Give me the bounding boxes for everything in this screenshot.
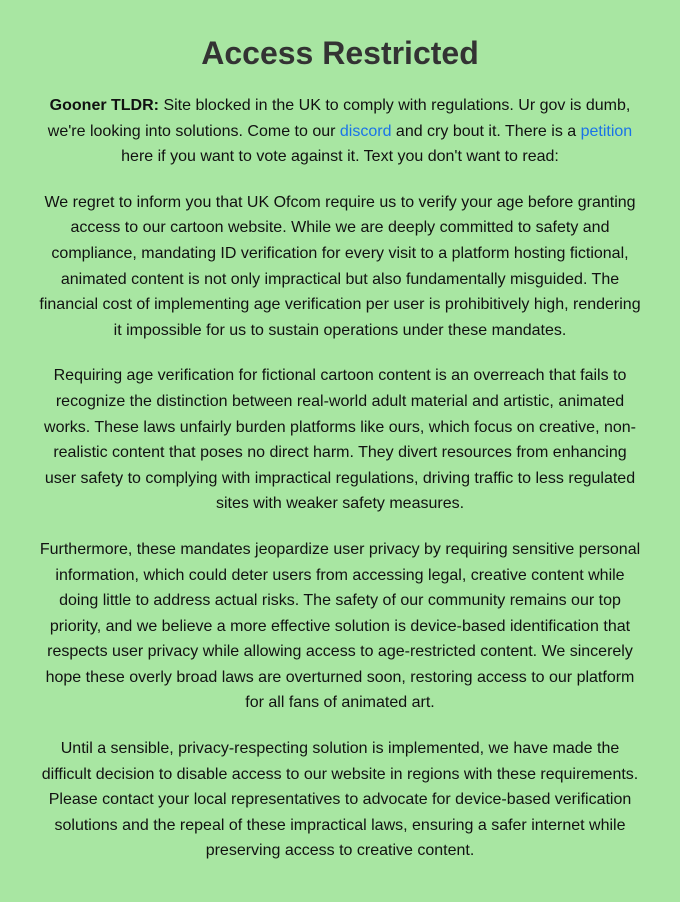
petition-link[interactable]: petition (580, 122, 633, 140)
paragraph-decision: Until a sensible, privacy-respecting solution is implemented, we have made the difficult decision to disable access to our website in regions with these requirements. Please contact your local representatives to advocate for device-based verification solutions and the repeal of these impractical laws, ensuring a safer internet while preserving access to creative content. (41, 740, 639, 860)
page-title: Access Restricted (201, 35, 479, 71)
tldr-text-3: here if you want to vote against it. Text you don't want to read: (121, 148, 559, 166)
tldr-text-1: Site blocked in the UK to comply with regulations. Ur gov is dumb, we're looking into solutions. Come to our (47, 97, 631, 140)
paragraph-age-verification: We regret to inform you that UK Ofcom require us to verify your age before granting access to our cartoon website. While we are deeply committed to safety and compliance, mandating ID verification for every visit to a platform hosting fictional, animated content is not only impractical but also fundamentally misguided. The financial cost of implementing age verification per user is prohibitively high, rendering it impossible for us to sustain operations under these mandates. (39, 193, 641, 339)
discord-link[interactable]: discord (339, 122, 392, 140)
tldr-label: Gooner TLDR: (49, 97, 159, 114)
paragraph-overreach: Requiring age verification for fictional cartoon content is an overreach that fails to recognize the distinction between real-world adult material and artistic, animated works. These laws unfairly burden platforms like ours, which focus on creative, non-realistic content that poses no direct harm. They divert resources from enhancing user safety to complying with impractical regulations, driving traffic to less regulated sites with weaker safety measures. (44, 367, 636, 513)
tldr-text-2: and cry bout it. There is a (391, 122, 581, 140)
tldr-paragraph (36, 93, 644, 170)
paragraph-privacy: Furthermore, these mandates jeopardize user privacy by requiring sensitive personal information, which could deter users from accessing legal, creative content while doing little to address actual risks. The safety of our community remains our top priority, and we believe a more effective solution is device-based identification that respects user privacy while allowing access to age-restricted content. We sincerely hope these overly broad laws are overturned soon, restoring access to our platform for all fans of animated art. (39, 540, 641, 712)
